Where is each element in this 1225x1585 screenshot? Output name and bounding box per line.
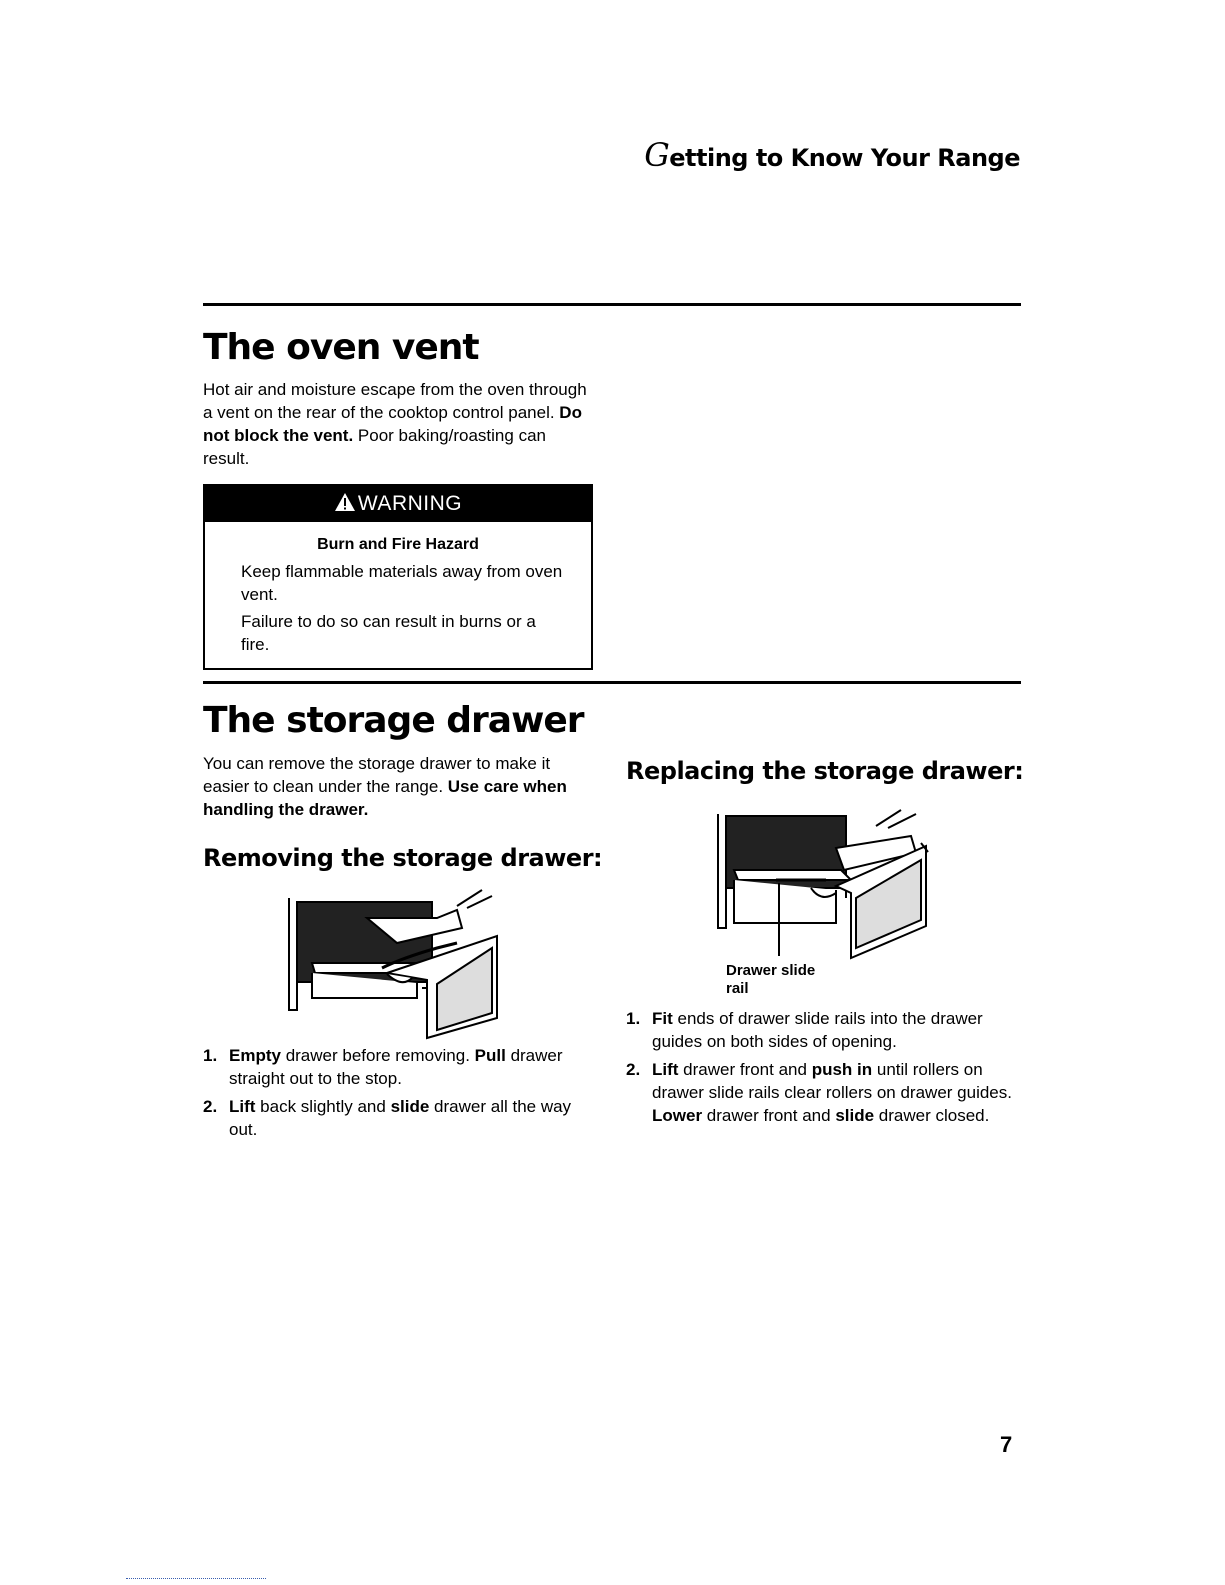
step-text: drawer before removing. [280, 1046, 475, 1065]
list-item [203, 1044, 603, 1090]
step-emphasis: Lower [652, 1106, 703, 1125]
step-text: drawer all the way out. [229, 1097, 572, 1139]
oven-vent-heading: The oven vent [203, 327, 479, 368]
step-emphasis: Lift [229, 1097, 256, 1116]
removing-drawer-illustration [287, 888, 507, 1040]
step-emphasis: push in [811, 1060, 873, 1079]
section-rule [203, 303, 1021, 306]
replacing-steps [626, 1007, 1021, 1132]
step-text: drawer closed. [874, 1106, 990, 1125]
list-item [626, 1058, 1021, 1127]
step-text: ends of drawer slide rails into the drawer guides on both sides of opening. [652, 1009, 983, 1051]
running-header-text: etting to Know Your Range [669, 144, 1020, 172]
warning-box [203, 484, 593, 670]
step-emphasis: Pull [474, 1046, 506, 1065]
oven-vent-text-2: Poor baking/roasting can result. [203, 426, 546, 468]
running-header [640, 136, 1020, 174]
step-text: back slightly and [255, 1097, 391, 1116]
step-emphasis: slide [835, 1106, 875, 1125]
warning-label: WARNING [357, 492, 463, 515]
step-number: 1. [203, 1046, 218, 1065]
storage-drawer-text: You can remove the storage drawer to make it easier to clean under the range. [203, 754, 551, 796]
storage-drawer-heading: The storage drawer [203, 700, 584, 741]
storage-drawer-emphasis: Use care when handling the drawer. [203, 777, 567, 819]
section-rule [203, 681, 1021, 684]
page-number: 7 [1000, 1432, 1013, 1457]
storage-drawer-paragraph [203, 752, 598, 821]
oven-vent-paragraph [203, 378, 593, 470]
step-text: until rollers on drawer slide rails clear rollers on drawer guides. [652, 1060, 1012, 1102]
step-number: 1. [626, 1009, 641, 1028]
removing-heading: Removing the storage drawer: [203, 844, 603, 872]
oven-vent-text-1: Hot air and moisture escape from the oven through a vent on the rear of the cooktop control panel. [203, 380, 587, 422]
step-emphasis: Fit [652, 1009, 673, 1028]
running-header-initial: G [644, 136, 670, 174]
warning-header [205, 486, 591, 522]
replacing-heading: Replacing the storage drawer: [626, 757, 1024, 785]
warning-triangle-icon [334, 488, 356, 524]
footer-divider [126, 1578, 266, 1579]
step-emphasis: slide [390, 1097, 430, 1116]
step-text: drawer straight out to the stop. [229, 1046, 563, 1088]
step-emphasis: Empty [229, 1046, 281, 1065]
warning-subtitle: Burn and Fire Hazard [317, 536, 479, 553]
list-item [626, 1007, 1021, 1053]
list-item [203, 1095, 603, 1141]
figure-caption: Drawer slide rail [726, 962, 816, 997]
step-number: 2. [626, 1060, 641, 1079]
oven-vent-emphasis: Do not block the vent. [203, 403, 582, 445]
step-text: drawer front and [702, 1106, 836, 1125]
warning-body [241, 560, 591, 656]
step-number: 2. [203, 1097, 218, 1116]
step-emphasis: Lift [652, 1060, 679, 1079]
step-text: drawer front and [678, 1060, 812, 1079]
removing-steps [203, 1044, 603, 1146]
warning-line-1: Keep flammable materials away from oven vent. [241, 562, 563, 604]
replacing-drawer-illustration [716, 808, 936, 968]
warning-line-2: Failure to do so can result in burns or a fire. [241, 612, 536, 654]
